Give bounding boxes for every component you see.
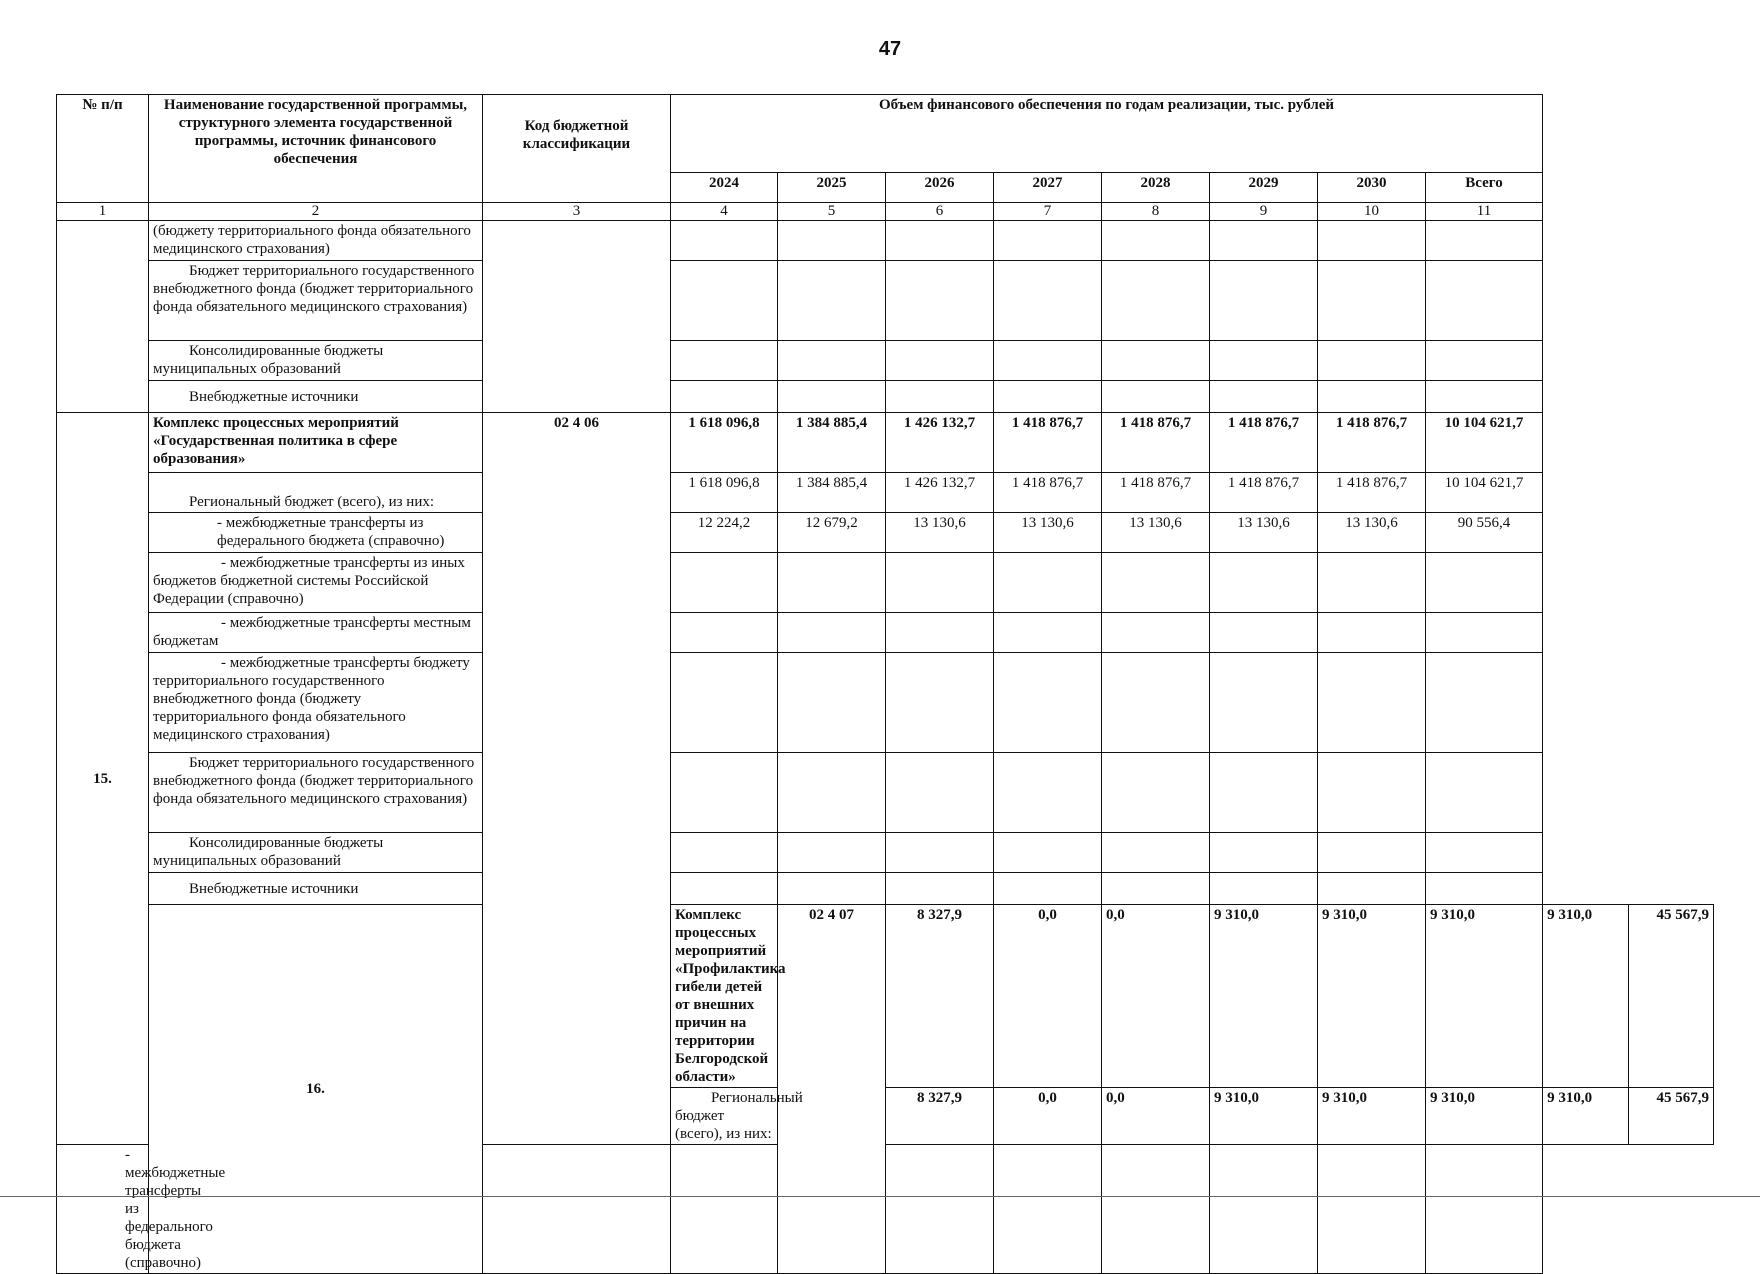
value-cell: 9 310,0 [1426,905,1543,1088]
table-row [57,473,1714,513]
value-cell: 10 104 621,7 [1426,413,1543,473]
table-row [57,221,1714,261]
column-number: 7 [994,203,1102,221]
value-cell: 45 567,9 [1628,1088,1713,1145]
row-name: Региональный бюджет (всего), из них: [149,473,483,513]
value-cell: 10 104 621,7 [1426,473,1543,513]
table-row [57,653,1714,753]
value-cell: 1 618 096,8 [671,413,778,473]
row-name: Консолидированные бюджеты муниципальных образований [149,341,483,381]
value-cell: 1 426 132,7 [886,413,994,473]
page-number: 47 [878,38,902,60]
value-cell: 1 418 876,7 [1210,473,1318,513]
row-number-empty [57,221,149,413]
value-cell: 9 310,0 [1543,905,1628,1088]
value-cell: 13 130,6 [994,513,1102,553]
value-cell: 1 418 876,7 [1318,473,1426,513]
row-title: Комплекс процессных мероприятий «Государственная политика в сфере образования» [149,413,483,473]
header-year: 2027 [994,173,1102,203]
header-year: 2025 [778,173,886,203]
value-cell: 9 310,0 [1543,1088,1628,1145]
value-cell: 8 327,9 [886,905,994,1088]
page-bottom-rule [0,1196,1760,1197]
budget-code: 02 4 07 [778,905,886,1274]
row-name: Внебюджетные источники [149,873,483,905]
column-number: 3 [483,203,671,221]
table-row [57,553,1714,613]
header-total: Всего [1426,173,1543,203]
row-name: - межбюджетные трансферты местным бюджетам [149,613,483,653]
table-row [57,513,1714,553]
value-cell: 13 130,6 [1210,513,1318,553]
table-row [57,833,1714,873]
value-cell: 0,0 [994,1088,1102,1145]
column-number: 5 [778,203,886,221]
row-name: Консолидированные бюджеты муниципальных образований [149,833,483,873]
column-number: 10 [1318,203,1426,221]
value-cell: 13 130,6 [1102,513,1210,553]
column-number: 4 [671,203,778,221]
value-cell: 1 418 876,7 [994,473,1102,513]
value-cell: 13 130,6 [1318,513,1426,553]
header-col-volume: Объем финансового обеспечения по годам реализации, тыс. рублей [671,95,1543,173]
value-cell: 12 224,2 [671,513,778,553]
value-cell: 1 418 876,7 [1318,413,1426,473]
value-cell: 13 130,6 [886,513,994,553]
column-number: 1 [57,203,149,221]
value-cell: 0,0 [1102,905,1210,1088]
table-row [57,753,1714,833]
value-cell: 9 310,0 [1210,1088,1318,1145]
value-cell: 1 418 876,7 [1210,413,1318,473]
value-cell: 1 418 876,7 [1102,473,1210,513]
row-name: Региональный бюджет (всего), из них: [671,1088,778,1145]
budget-code: 02 4 06 [483,413,671,1145]
value-cell: 9 310,0 [1318,905,1426,1088]
column-number: 8 [1102,203,1210,221]
row-name: (бюджету территориального фонда обязательного медицинского страхования) [149,221,483,261]
row-name: Внебюджетные источники [149,381,483,413]
budget-table [56,94,1714,1274]
table-row [57,261,1714,341]
header-col-no: № п/п [57,95,149,203]
value-cell: 8 327,9 [886,1088,994,1145]
header-year: 2030 [1318,173,1426,203]
header-year: 2026 [886,173,994,203]
value-cell: 1 426 132,7 [886,473,994,513]
row-number: 16. [149,905,483,1274]
header-col-name: Наименование государственной программы, структурного элемента государственной программы, источник финансового обеспечения [149,95,483,203]
value-cell: 45 567,9 [1628,905,1713,1088]
value-cell: 0,0 [1102,1088,1210,1145]
table-row [57,413,1714,473]
column-numbers-row [57,203,1714,221]
table-row [57,873,1714,905]
column-number: 2 [149,203,483,221]
value-cell: 9 310,0 [1318,1088,1426,1145]
header-year: 2029 [1210,173,1318,203]
column-number: 11 [1426,203,1543,221]
column-number: 9 [1210,203,1318,221]
row-name-text: - межбюджетные трансферты из федерального бюджета (справочно) [125,1147,226,1271]
row-name [149,513,483,553]
row-name [57,1145,226,1274]
header-year: 2024 [671,173,778,203]
table-row [57,381,1714,413]
value-cell: 0,0 [994,905,1102,1088]
value-cell: 9 310,0 [1426,1088,1543,1145]
row-name: Бюджет территориального государственного внебюджетного фонда (бюджет территориального фонда обязательного медицинского страхования) [149,753,483,833]
value-cell: 1 418 876,7 [1102,413,1210,473]
header-year: 2028 [1102,173,1210,203]
value-cell: 1 384 885,4 [778,473,886,513]
row-number: 15. [57,413,149,1145]
row-name: - межбюджетные трансферты бюджету территориального государственного внебюджетного фонда (бюджету территориального фонда обязательного медицинского страхования) [149,653,483,753]
code-cell-empty [483,221,671,413]
table-row [57,613,1714,653]
value-cell: 90 556,4 [1426,513,1543,553]
row-name: - межбюджетные трансферты из иных бюджетов бюджетной системы Российской Федерации (справочно) [149,553,483,613]
table-row [57,905,1714,1088]
row-name-text: - межбюджетные трансферты из федерального бюджета (справочно) [217,515,445,549]
value-cell: 1 618 096,8 [671,473,778,513]
value-cell: 1 418 876,7 [994,413,1102,473]
row-name: Бюджет территориального государственного внебюджетного фонда (бюджет территориального фонда обязательного медицинского страхования) [149,261,483,341]
value-cell: 9 310,0 [1210,905,1318,1088]
value-cell: 1 384 885,4 [778,413,886,473]
value-cell: 12 679,2 [778,513,886,553]
table-row [57,341,1714,381]
row-title: Комплекс процессных мероприятий «Профилактика гибели детей от внешних причин на территории Белгородской области» [671,905,778,1088]
column-number: 6 [886,203,994,221]
header-col-code: Код бюджетной классификации [483,95,671,203]
